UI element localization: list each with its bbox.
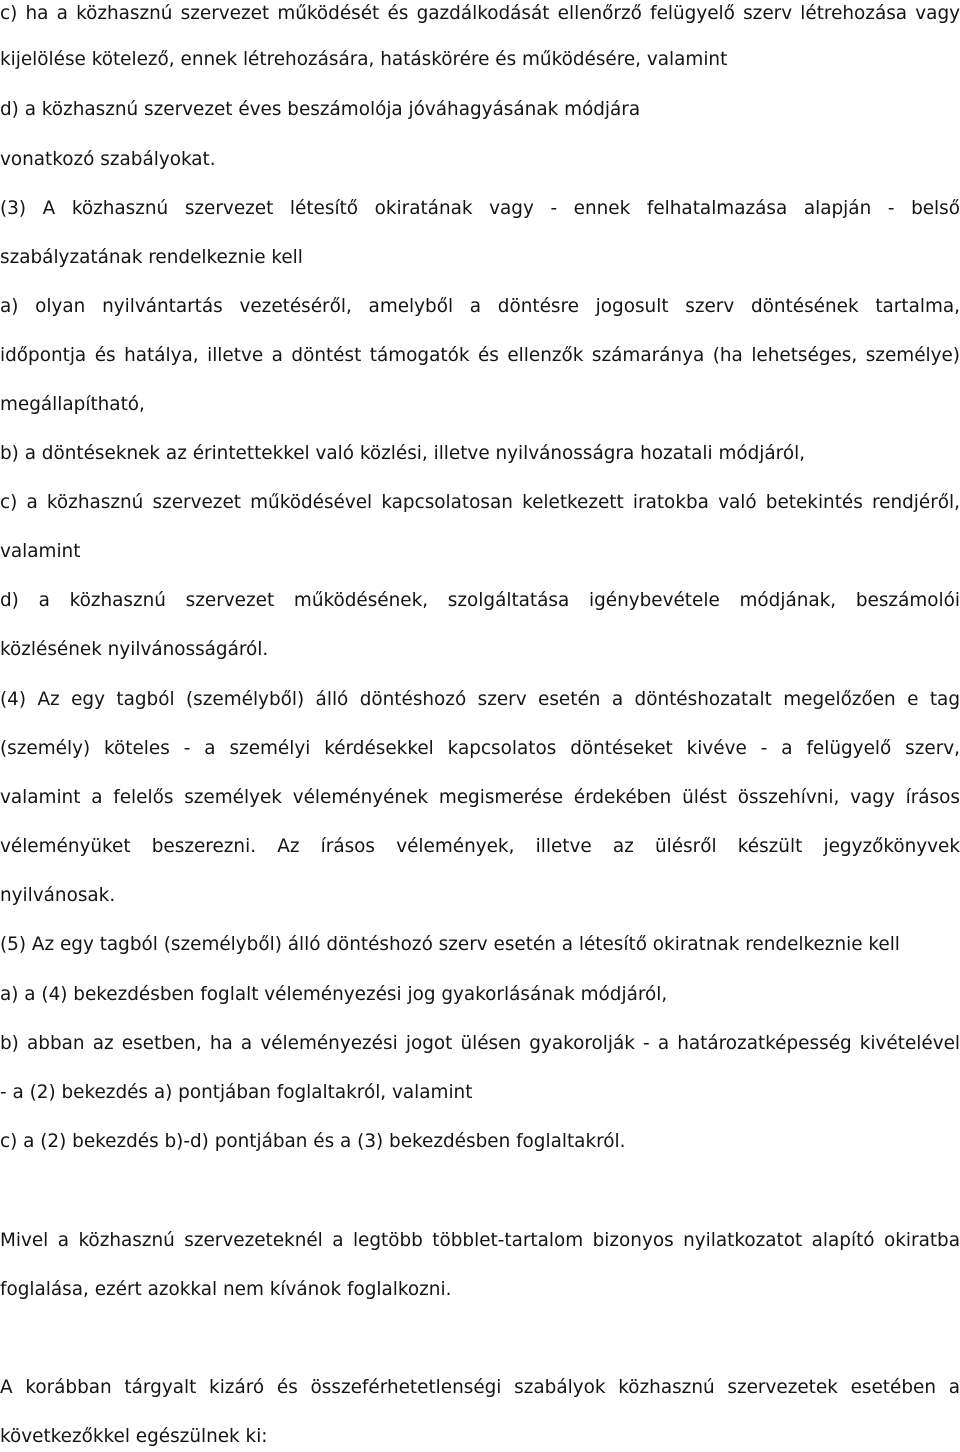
text-line: vonatkozó szabályokat. — [0, 149, 216, 170]
text-line: d) a közhasznú szervezet éves beszámolója jóváhagyásának módjára — [0, 99, 641, 120]
text-line: kijelölése kötelező, ennek létrehozására, hatáskörére és működésére, valamint — [0, 49, 728, 70]
text-line: szabályzatának rendelkeznie kell — [0, 247, 303, 268]
text-line: véleményüket beszerezni. Az írásos vélemények, illetve az ülésről készült jegyzőkönyvek — [0, 836, 960, 857]
text-line: d) a közhasznú szervezet működésének, szolgáltatása igénybevétele módjának, beszámolói — [0, 590, 960, 611]
text-line: közlésének nyilvánosságáról. — [0, 639, 269, 660]
text-line: b) a döntéseknek az érintettekkel való közlési, illetve nyilvánosságra hozatali módjáról, — [0, 443, 806, 464]
text-line: a) olyan nyilvántartás vezetéséről, amelyből a döntésre jogosult szerv döntésének tartalma, — [0, 296, 960, 317]
text-line: c) a közhasznú szervezet működésével kapcsolatosan keletkezett iratokba való betekintés rendjéről, — [0, 492, 960, 513]
text-line: a) a (4) bekezdésben foglalt véleményezési jog gyakorlásának módjáról, — [0, 984, 668, 1005]
text-line: (4) Az egy tagból (személyből) álló döntéshozó szerv esetén a döntéshozatalt megelőzően e tag — [0, 689, 960, 710]
text-line: valamint a felelős személyek véleményének megismerése érdekében ülést összehívni, vagy írásos — [0, 787, 960, 808]
text-line: - a (2) bekezdés a) pontjában foglaltakról, valamint — [0, 1082, 473, 1103]
text-line: (3) A közhasznú szervezet létesítő okiratának vagy - ennek felhatalmazása alapján - belső — [0, 198, 960, 219]
text-line: következőkkel egészülnek ki: — [0, 1426, 268, 1447]
text-line: megállapítható, — [0, 394, 145, 415]
text-line: Mivel a közhasznú szervezeteknél a legtöbb többlet-tartalom bizonyos nyilatkozatot alapító okiratba — [0, 1230, 960, 1251]
text-line: c) a (2) bekezdés b)-d) pontjában és a (3) bekezdésben foglaltakról. — [0, 1131, 626, 1152]
text-line: A korábban tárgyalt kizáró és összeférhetetlenségi szabályok közhasznú szervezetek esetében a — [0, 1377, 960, 1398]
text-line: valamint — [0, 541, 81, 562]
text-line: b) abban az esetben, ha a véleményezési jogot ülésen gyakorolják - a határozatképesség kivételével — [0, 1033, 960, 1054]
text-line: időpontja és hatálya, illetve a döntést támogatók és ellenzők számaránya (ha lehetséges, személye) — [0, 345, 960, 366]
text-line: foglalása, ezért azokkal nem kívánok foglalkozni. — [0, 1279, 452, 1300]
text-line: nyilvánosak. — [0, 885, 116, 906]
text-line: c) ha a közhasznú szervezet működését és gazdálkodását ellenőrző felügyelő szerv létrehozása vagy — [0, 3, 960, 24]
text-line: (5) Az egy tagból (személyből) álló döntéshozó szerv esetén a létesítő okiratnak rendelkeznie kell — [0, 934, 900, 955]
text-line: (személy) köteles - a személyi kérdésekkel kapcsolatos döntéseket kivéve - a felügyelő szerv, — [0, 738, 960, 759]
